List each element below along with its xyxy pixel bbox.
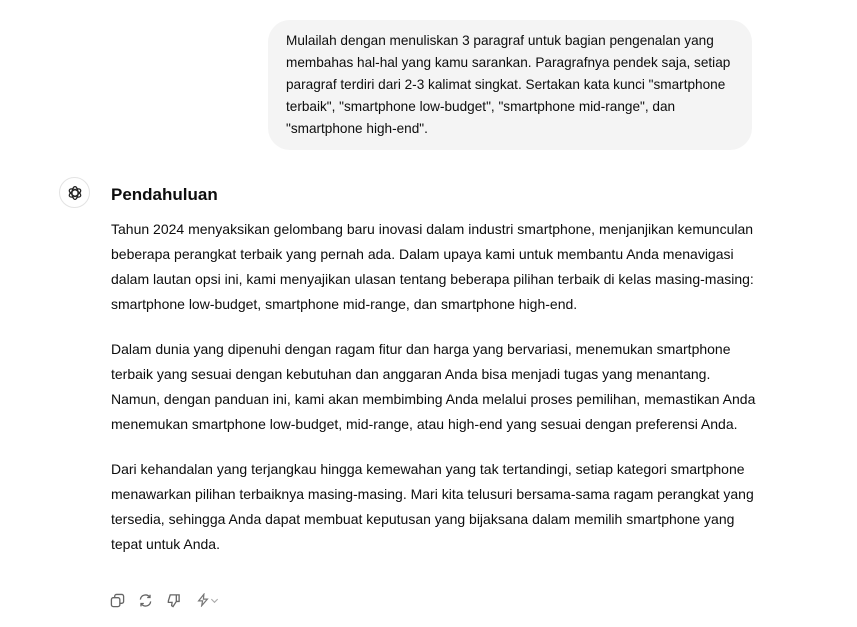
model-switch-icon	[196, 593, 210, 607]
assistant-avatar	[59, 177, 90, 208]
assistant-message	[111, 183, 761, 577]
paragraph: Tahun 2024 menyaksikan gelombang baru inovasi dalam industri smartphone, menjanjikan kemunculan beberapa perangkat terbaik yang pernah ada. Dalam upaya kami untuk membantu Anda menavigasi dalam lautan opsi ini, kami menyajikan ulasan tentang beberapa pilihan terbaik di kelas masing-masing: smartphone low-budget, smartphone mid-range, dan smartphone high-end.	[111, 221, 754, 312]
openai-logo-icon	[66, 184, 84, 202]
paragraph: Dalam dunia yang dipenuhi dengan ragam fitur dan harga yang bervariasi, menemukan smartphone terbaik yang sesuai dengan kebutuhan dan anggaran Anda bisa menjadi tugas yang menantang. Namun, dengan panduan ini, kami akan membimbing Anda melalui proses pemilihan, memastikan Anda menemukan smartphone low-budget, mid-range, atau high-end yang sesuai dengan preferensi Anda.	[111, 341, 756, 432]
paragraph: Dari kehandalan yang terjangkau hingga kemewahan yang tak tertandingi, setiap kategori smartphone menawarkan pilihan terbaiknya masing-masing. Mari kita telusuri bersama-sama ragam perangkat yang tersedia, sehingga Anda dapat membuat keputusan yang bijaksana dalam memilih smartphone yang tepat untuk Anda.	[111, 461, 754, 552]
thumbs-down-button[interactable]	[165, 592, 181, 608]
thumbs-down-icon	[166, 593, 181, 608]
model-switch-button[interactable]	[193, 592, 221, 608]
regenerate-icon	[138, 593, 153, 608]
regenerate-button[interactable]	[137, 592, 153, 608]
chevron-down-icon	[210, 596, 219, 605]
copy-button[interactable]	[109, 592, 125, 608]
response-heading: Pendahuluan	[111, 185, 218, 204]
message-actions	[109, 592, 221, 608]
copy-icon	[110, 593, 125, 608]
user-message: Mulailah dengan menuliskan 3 paragraf untuk bagian pengenalan yang membahas hal-hal yang kamu sarankan. Paragrafnya pendek saja, setiap paragraf terdiri dari 2-3 kalimat singkat. Sertakan kata kunci "smartphone terbaik", "smartphone low-budget", "smartphone mid-range", dan "smartphone high-end".	[268, 20, 752, 150]
